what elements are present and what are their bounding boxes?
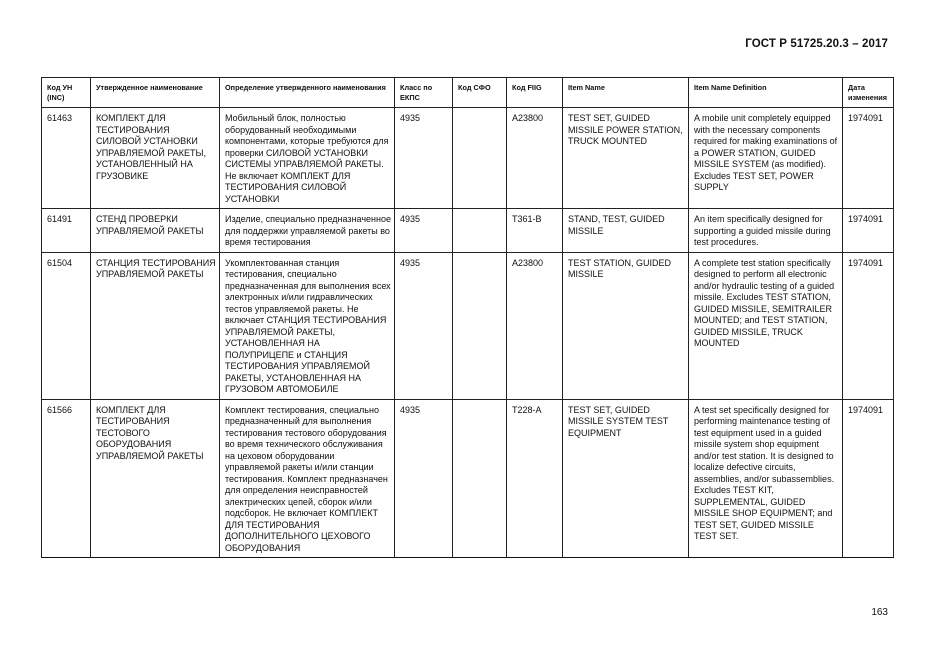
- cell-fiig: A23800: [507, 252, 563, 399]
- cell-class: 4935: [395, 252, 453, 399]
- cell-approved-name: СТАНЦИЯ ТЕСТИРОВАНИЯ УПРАВЛЯЕМОЙ РАКЕТЫ: [91, 252, 220, 399]
- cell-class: 4935: [395, 108, 453, 209]
- cell-item-definition: A test set specifically designed for performing maintenance testing of test equipment used in a guided missile system shop equipment and/or test station. It is designed to localize defective circuits, assemblies, and/or subassemblies. Excludes TEST KIT, SUPPLEMENTAL, GUIDED MISSILE SHOP EQUIPMENT; and TEST SET, GUIDED MISSILE TEST SET.: [689, 399, 843, 558]
- table-row: [42, 209, 894, 253]
- cell-definition: Мобильный блок, полностью оборудованный необходимыми компонентами, которые требуются для проверки СИЛОВОЙ УСТАНОВКИ СИСТЕМЫ УПРАВЛЯЕМОЙ РАКЕТЫ. Не включает КОМПЛЕКТ ДЛЯ ТЕСТИРОВАНИЯ СИЛОВОЙ УСТАНОВКИ: [220, 108, 395, 209]
- column-header-class: Класс по ЕКПС: [395, 78, 453, 108]
- column-header-change-date: Дата изменения: [843, 78, 894, 108]
- cell-change-date: 1974091: [843, 252, 894, 399]
- table-body: [42, 108, 894, 558]
- cell-fiig: T361-B: [507, 209, 563, 253]
- column-header-approved-name: Утвержденное наименование: [91, 78, 220, 108]
- cell-class: 4935: [395, 399, 453, 558]
- cell-sfo: [453, 399, 507, 558]
- cell-change-date: 1974091: [843, 399, 894, 558]
- page-number: 163: [871, 607, 888, 618]
- document-header: ГОСТ Р 51725.20.3 – 2017: [745, 38, 888, 50]
- data-table: [41, 77, 894, 558]
- header-row: [42, 78, 894, 108]
- column-header-definition: Определение утвержденного наименования: [220, 78, 395, 108]
- cell-item-definition: A mobile unit completely equipped with the necessary components required for making examinations of a POWER STATION, GUIDED MISSILE SYSTEM (as modified). Excludes TEST SET, POWER SUPPLY: [689, 108, 843, 209]
- table-header: [42, 78, 894, 108]
- cell-definition: Укомплектованная станция тестирования, специально предназначенная для выполнения всех электронных и/или гидравлических тестов управляемой ракеты. Не включает СТАНЦИЯ ТЕСТИРОВАНИЯ УПРАВЛЯЕМОЙ РАКЕТЫ, УСТАНОВЛЕННАЯ НА ПОЛУПРИЦЕПЕ и СТАНЦИЯ ТЕСТИРОВАНИЯ УПРАВЛЯЕМОЙ РАКЕТЫ, УСТАНОВЛЕННАЯ НА ГРУЗОВОМ АВТОМОБИЛЕ: [220, 252, 395, 399]
- cell-item-name: TEST STATION, GUIDED MISSILE: [563, 252, 689, 399]
- cell-sfo: [453, 252, 507, 399]
- cell-item-definition: An item specifically designed for supporting a guided missile during test procedures.: [689, 209, 843, 253]
- cell-approved-name: КОМПЛЕКТ ДЛЯ ТЕСТИРОВАНИЯ ТЕСТОВОГО ОБОРУДОВАНИЯ УПРАВЛЯЕМОЙ РАКЕТЫ: [91, 399, 220, 558]
- cell-approved-name: КОМПЛЕКТ ДЛЯ ТЕСТИРОВАНИЯ СИЛОВОЙ УСТАНОВКИ УПРАВЛЯЕМОЙ РАКЕТЫ, УСТАНОВЛЕННЫЙ НА ГРУЗОВИКЕ: [91, 108, 220, 209]
- cell-definition: Комплект тестирования, специально предназначенный для выполнения тестирования тестового оборудования во время технического обслуживания на цеховом оборудовании управляемой ракеты и/или станции тестирования. Комплект предназначен для определения неисправностей электрических цепей, сборок и/или подсборок. Не включает КОМПЛЕКТ ДЛЯ ТЕСТИРОВАНИЯ ДОПОЛНИТЕЛЬНОГО ЦЕХОВОГО ОБОРУДОВАНИЯ: [220, 399, 395, 558]
- column-header-item-name: Item Name: [563, 78, 689, 108]
- cell-item-name: TEST SET, GUIDED MISSILE SYSTEM TEST EQUIPMENT: [563, 399, 689, 558]
- column-header-item-definition: Item Name Definition: [689, 78, 843, 108]
- cell-inc: 61504: [42, 252, 91, 399]
- cell-class: 4935: [395, 209, 453, 253]
- cell-change-date: 1974091: [843, 209, 894, 253]
- table-row: [42, 399, 894, 558]
- cell-inc: 61463: [42, 108, 91, 209]
- cell-inc: 61491: [42, 209, 91, 253]
- cell-item-definition: A complete test station specifically designed to perform all electronic and/or hydraulic testing of a guided missile. Excludes TEST STATION, GUIDED MISSILE, SEMITRAILER MOUNTED; and TEST STATION, GUIDED MISSILE, TRUCK MOUNTED: [689, 252, 843, 399]
- cell-item-name: STAND, TEST, GUIDED MISSILE: [563, 209, 689, 253]
- column-header-sfo: Код СФО: [453, 78, 507, 108]
- cell-change-date: 1974091: [843, 108, 894, 209]
- cell-inc: 61566: [42, 399, 91, 558]
- cell-fiig: A23800: [507, 108, 563, 209]
- cell-definition: Изделие, специально предназначенное для поддержки управляемой ракеты во время тестирования: [220, 209, 395, 253]
- column-header-fiig: Код FIIG: [507, 78, 563, 108]
- column-header-inc: Код УН (INC): [42, 78, 91, 108]
- cell-fiig: T228-A: [507, 399, 563, 558]
- cell-approved-name: СТЕНД ПРОВЕРКИ УПРАВЛЯЕМОЙ РАКЕТЫ: [91, 209, 220, 253]
- cell-item-name: TEST SET, GUIDED MISSILE POWER STATION, TRUCK MOUNTED: [563, 108, 689, 209]
- cell-sfo: [453, 108, 507, 209]
- table-row: [42, 108, 894, 209]
- table-row: [42, 252, 894, 399]
- cell-sfo: [453, 209, 507, 253]
